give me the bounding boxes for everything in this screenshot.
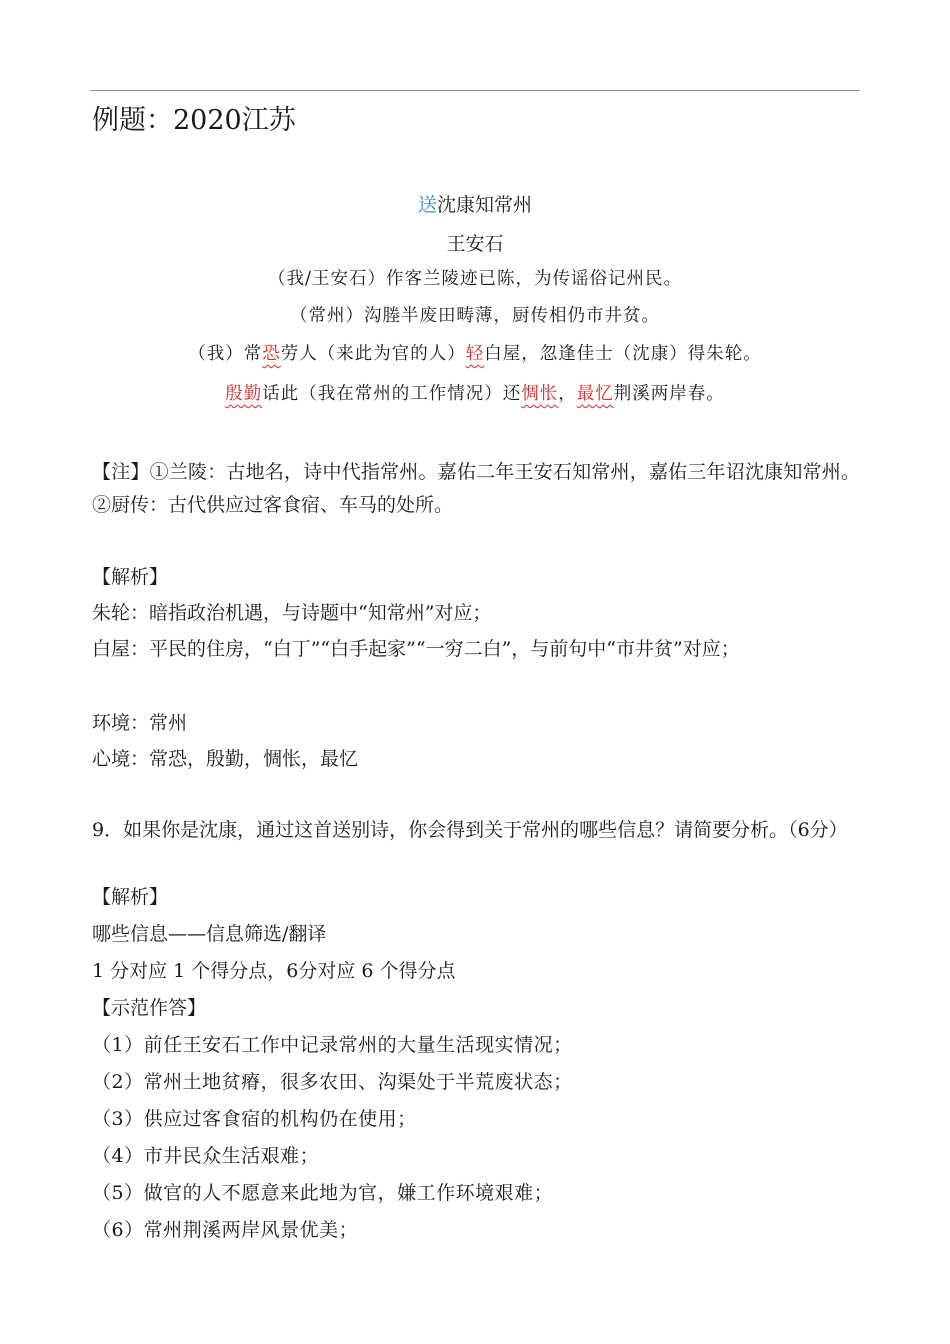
keyword-chouchang: 惆怅 (521, 384, 559, 404)
poem-text: 话此（我在常州的工作情况）还 (262, 384, 522, 404)
answer-item: （1）前任王安石工作中记录常州的大量生活现实情况； (92, 1034, 573, 1056)
keyword-zuiyi: 最忆 (576, 384, 614, 404)
poem-line-1: （我/王安石）作客兰陵迹已陈，为传谣俗记州民。 (268, 269, 682, 289)
answer-item: （6）常州荆溪两岸风景优美； (92, 1219, 359, 1241)
poem-line-3 (90, 340, 860, 365)
question-analysis-label: 【解析】 (92, 886, 169, 908)
poem-text: 荆溪两岸春。 (613, 384, 725, 404)
answer-item: （3）供应过客食宿的机构仍在使用； (92, 1108, 417, 1130)
question-9: 9．如果你是沈康，通过这首送别诗，你会得到关于常州的哪些信息？请简要分析。（6分） (92, 819, 848, 841)
poem-author: 王安石 (446, 233, 504, 255)
answer-item: （2）常州土地贫瘠，很多农田、沟渠处于半荒废状态； (92, 1071, 573, 1093)
poem-line-4 (90, 380, 860, 405)
question-info: 哪些信息——信息筛选/翻译 (92, 923, 327, 945)
question-score: 1 分对应 1 个得分点，6分对应 6 个得分点 (92, 960, 456, 982)
answer-item: （4）市井民众生活艰难； (92, 1145, 320, 1167)
keyword-yinqin: 殷勤 (225, 384, 263, 404)
top-divider (90, 90, 860, 91)
poem-title-rest: 沈康知常州 (437, 194, 533, 216)
poem-text: ， (558, 384, 577, 404)
poem-text: 白屋，忽逢佳士（沈康）得朱轮。 (484, 344, 762, 364)
poem-text: 劳人（来此为官的人） (280, 344, 466, 364)
poem-title (90, 190, 860, 217)
poem-text: （我）常 (188, 344, 263, 364)
poem-note: 【注】①兰陵：古地名，诗中代指常州。嘉佑二年王安石知常州，嘉佑三年诏沈康知常州。②厨传：古代供应过客食宿、车马的处所。 (92, 461, 860, 516)
demo-answer-label: 【示范作答】 (92, 997, 207, 1019)
analysis-label: 【解析】 (92, 566, 169, 588)
page-title: 例题：2020江苏 (92, 105, 296, 136)
poem-title-highlight: 送 (417, 194, 437, 216)
analysis-environment: 环境：常州 (92, 712, 188, 734)
analysis-zhulun: 朱轮：暗指政治机遇，与诗题中“知常州”对应； (92, 602, 492, 624)
poem-line-2: （常州）沟塍半废田畴薄，厨传相仍市井贫。 (290, 306, 660, 326)
answer-item: （5）做官的人不愿意来此地为官，嫌工作环境艰难； (92, 1182, 554, 1204)
analysis-mood: 心境：常恐，殷勤，惆怅，最忆 (92, 748, 359, 770)
keyword-qing: 轻 (465, 344, 485, 364)
analysis-baiwu: 白屋：平民的住房，“白丁”“白手起家”“一穷二白”，与前句中“市井贫”对应； (92, 638, 740, 660)
keyword-kong: 恐 (262, 344, 281, 364)
